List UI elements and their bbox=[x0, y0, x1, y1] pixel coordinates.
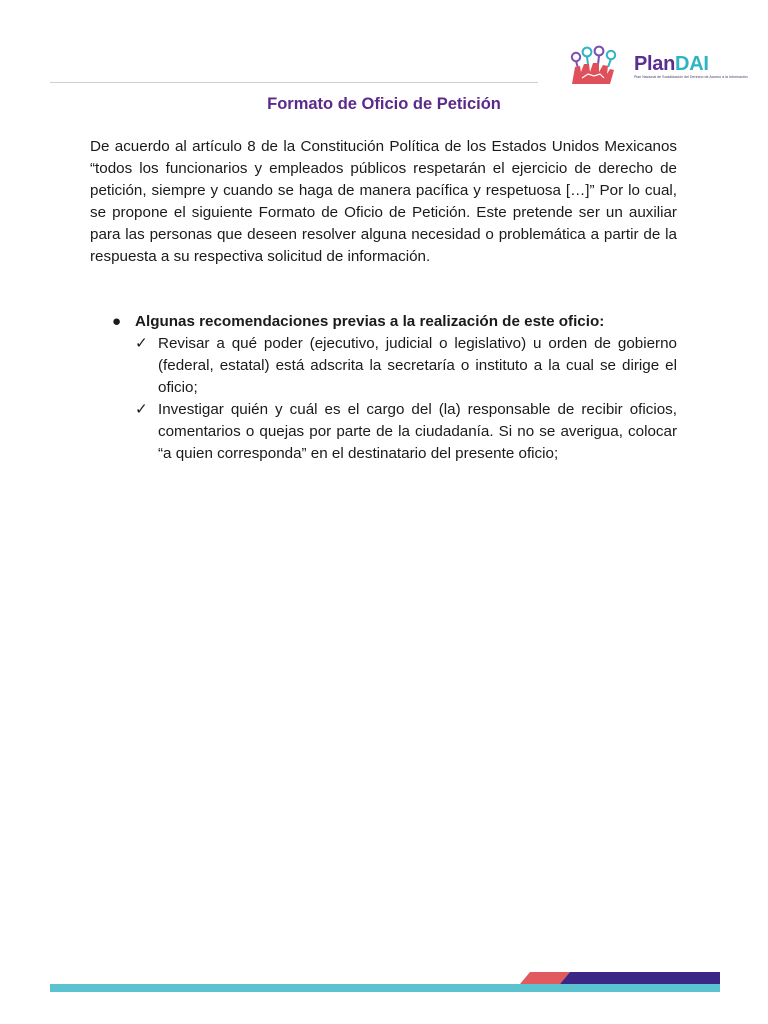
logo-word-dai: DAI bbox=[675, 53, 709, 75]
recommendations-heading bbox=[112, 311, 682, 333]
bullet-icon: ● bbox=[112, 313, 122, 330]
checkmark-icon: ✓ bbox=[135, 400, 148, 418]
logo-wordmark bbox=[634, 54, 709, 74]
header-divider bbox=[50, 82, 538, 83]
list-item-text: Revisar a qué poder (ejecutivo, judicial o legislativo) u orden de gobierno (federal, estatal) está adscrita la secretaría o instituto a la cual se dirige el oficio; bbox=[158, 335, 677, 396]
recommendations-list bbox=[135, 333, 677, 464]
raised-hands-magnifier-icon bbox=[566, 44, 630, 88]
intro-paragraph: De acuerdo al artículo 8 de la Constitución Política de los Estados Unidos Mexicanos “todos los funcionarios y empleados públicos respetarán el ejercicio de derecho de petición, siempre y cuando se haga de manera pacífica y respetuosa […]” Por lo cual, se propone el siguiente Formato de Oficio de Petición. Este pretende ser un auxiliar para las personas que deseen resolver alguna necesidad o problemática a partir de la respuesta a su respectiva solicitud de información. bbox=[90, 138, 677, 265]
document-title: Formato de Oficio de Petición bbox=[267, 95, 501, 113]
list-item-text: Investigar quién y cuál es el cargo del (la) responsable de recibir oficios, comentarios o quejas por parte de la ciudadanía. Si no se averigua, colocar “a quien corresponda” en el destinatario del presente oficio; bbox=[158, 400, 677, 462]
checkmark-icon: ✓ bbox=[135, 335, 148, 352]
footer-color-bar bbox=[50, 972, 720, 992]
list-item bbox=[135, 333, 677, 399]
recommendations-heading-text: Algunas recomendaciones previas a la realización de este oficio: bbox=[135, 313, 605, 330]
list-item bbox=[135, 399, 677, 465]
logo-word-plan: Plan bbox=[634, 53, 676, 75]
plandai-logo bbox=[566, 44, 748, 88]
logo-tagline: Plan Nacional de Socialización del Derecho de Acceso a la Información bbox=[634, 75, 748, 79]
